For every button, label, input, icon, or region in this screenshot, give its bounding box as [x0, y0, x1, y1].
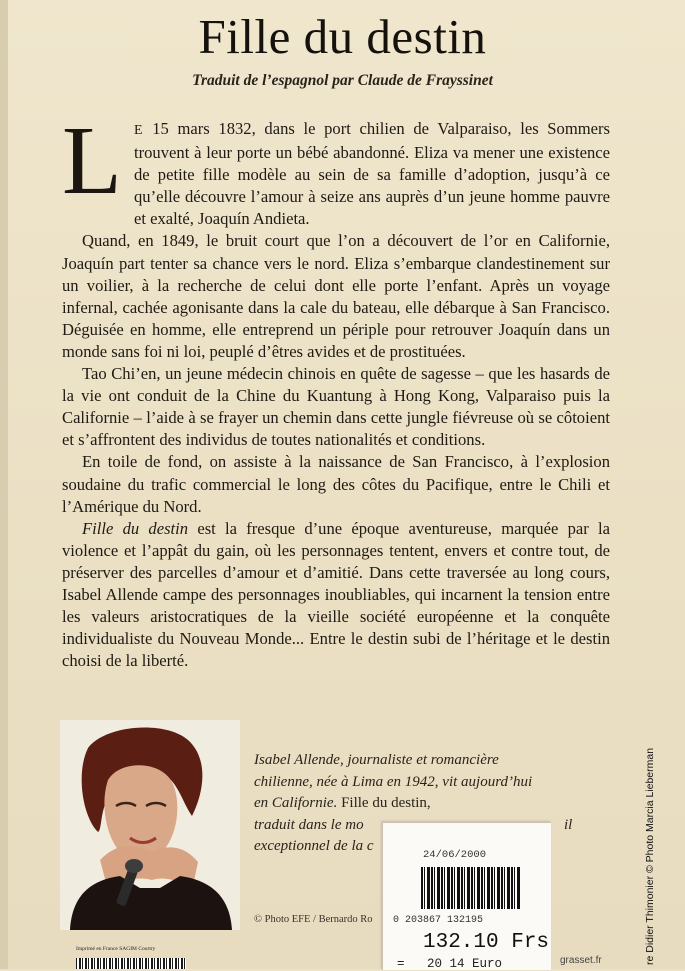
- blurb: [62, 118, 610, 672]
- blurb-paragraph-5: [62, 518, 610, 673]
- book-title: Fille du destin: [198, 9, 487, 64]
- bio-line-1: Isabel Allende, journaliste et romancière: [254, 752, 499, 768]
- photo-credit: © Photo EFE / Bernardo Ro: [254, 914, 373, 925]
- vertical-credit-a: re Didier Thimonier ©: [644, 862, 656, 965]
- vertical-photo-credit: [644, 748, 656, 965]
- sticker-barcode: [421, 867, 521, 909]
- publisher-site: grasset.fr: [560, 955, 602, 966]
- sticker-price-francs: 132.10 Frs: [423, 931, 550, 954]
- bio-line-3a: en Californie.: [254, 795, 338, 811]
- blurb-paragraph-1: [62, 118, 610, 230]
- drop-cap: L: [62, 107, 122, 215]
- bio-book-title: Fille du destin,: [337, 795, 431, 811]
- bio-line-2: chilienne, née à Lima en 1942, vit aujourd’hui: [254, 773, 533, 790]
- author-portrait-image: [60, 720, 240, 930]
- translator-line: Traduit de l’espagnol par Claude de Frayssinet: [192, 72, 493, 89]
- blurb-paragraph-1-text: 15 mars 1832, dans le port chilien de Valparaiso, les Sommers trouvent à leur porte un bébé abandonné. Eliza va mener une existence de petite fille modèle au sein de sa famille d’adoption, jusqu’à ce qu’elle découvre l’amour à seize ans auprès d’un jeune homme pauvre et exalté, Joaquín Andieta.: [134, 119, 610, 229]
- bio-line-4a: traduit dans le mo: [254, 816, 364, 833]
- italic-title: Fille du destin: [82, 518, 189, 538]
- sticker-ean: 0 203867 132195: [393, 915, 484, 926]
- author-photo: [60, 720, 240, 930]
- sticker-price-euro: = 20 14 Euro: [397, 957, 503, 971]
- small-cap-letter: E: [134, 123, 144, 138]
- blurb-paragraph-2: Quand, en 1849, le bruit court que l’on a découvert de l’or en Californie, Joaquín part tenter sa chance vers le nord. Eliza s’embarque clandestinement sur un voilier, à la recherche de celui dont elle porte l’enfant. Après un voyage infernal, cachée agonisante dans la cale du bateau, elle débarque à San Francisco. Déguisée en homme, elle entreprend un périple pour retrouver Joaquín dans un monde sans foi ni loi, peuplé d’êtres avides et de prostituées.: [62, 231, 610, 361]
- bio-line-3: [254, 793, 614, 815]
- publisher-barcode: [76, 958, 186, 969]
- sticker-date: 24/06/2000: [423, 849, 487, 861]
- blurb-paragraph-3: Tao Chi’en, un jeune médecin chinois en quête de sagesse – que les hasards de la vie ont conduit de la Chine du Kuantung à Hong Kong, Valparaiso puis la Californie – l’aide à se frayer un chemin dans cette jungle fiévreuse où se côtoient et s’affrontent des individus de toutes nationalités et conditions.: [62, 364, 610, 450]
- bio-line-5: exceptionnel de la c: [254, 838, 374, 854]
- imprint-line: Imprimé en France SAGIM Courtry: [76, 946, 156, 952]
- vertical-credit-b: Photo Marcia Lieberman: [644, 747, 656, 863]
- cover-edge: [0, 0, 8, 969]
- price-sticker: [382, 822, 551, 970]
- blurb-paragraph-4: En toile de fond, on assiste à la naissance de San Francisco, à l’explosion soudaine du trafic commercial le long des côtes du Pacifique, entre le Chili et l’Amérique du Nord.: [62, 452, 610, 516]
- blurb-paragraph-5-text: est la fresque d’une époque aventureuse, marquée par la violence et l’appât du gain, où les personnages tentent, envers et contre tout, de préserver des parcelles d’amour et d’amitié. Dans cette traversée au long cours, Isabel Allende campe des personnages inoubliables, qui incarnent la tension entre les valeurs aristocratiques de la vieille société européenne et la conquête individualiste du Nouveau Monde... Entre le destin subi de l’héritage et le destin choisi de la liberté.: [62, 518, 610, 671]
- bio-line-4b: il: [564, 816, 573, 833]
